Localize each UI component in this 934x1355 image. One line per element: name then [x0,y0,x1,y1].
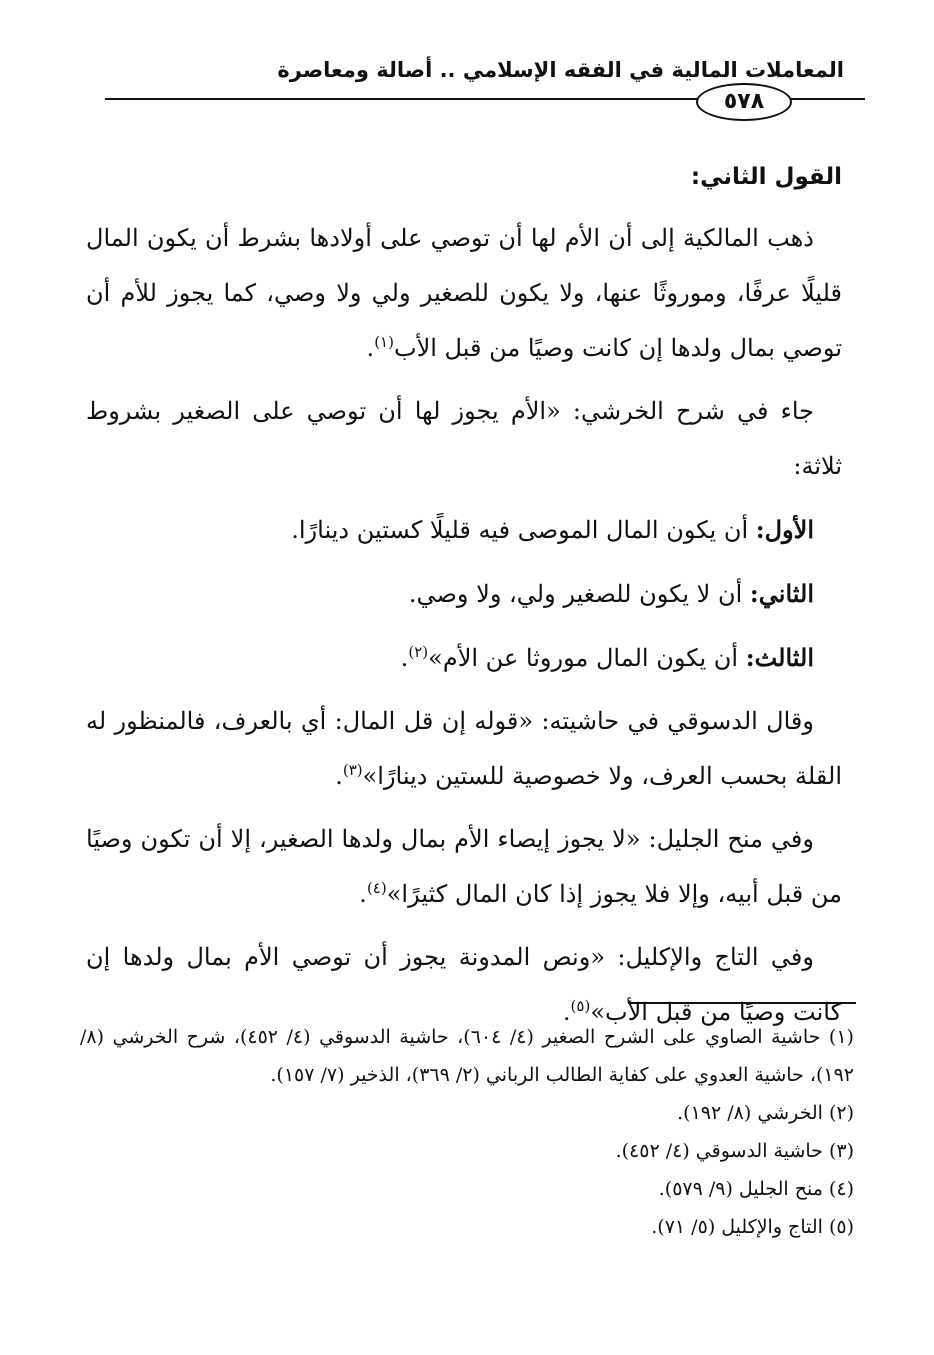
footnote-ref: (٤) [366,879,387,897]
footnotes [80,1018,854,1246]
footnote: (٤) منح الجليل (٩/ ٥٧٩). [658,1178,854,1200]
footnote: (٣) حاشية الدسوقي (٤/ ٤٥٢). [615,1140,854,1162]
footnote-ref: (١) [374,333,394,351]
paragraph [86,812,842,922]
paragraph [86,211,842,376]
punctuation: . [400,644,409,672]
paragraph-text: وفي منح الجليل: «لا يجوز إيصاء الأم بمال ولدها الصغير، إلا أن تكون وصيًا من قبل أبيه، وإلا فلا يجوز إذا كان المال كثيرًا» [86,825,842,908]
condition-label: الثاني: [749,579,814,608]
punctuation: . [335,762,343,790]
running-header: المعاملات المالية في الفقه الإسلامي .. أصالة ومعاصرة [277,58,844,82]
punctuation: . [359,880,367,908]
condition-item [86,566,842,622]
footnote: (٢) الخرشي (٨/ ١٩٢). [677,1102,854,1124]
condition-text: أن يكون المال موروثا عن الأم» [428,644,739,672]
footnote-ref: (٢) [408,643,429,661]
footnote-separator [628,1002,856,1004]
condition-label: الأول: [755,515,814,544]
footnote: (٥) التاج والإكليل (٥/ ٧١). [651,1216,854,1238]
paragraph-text: وقال الدسوقي في حاشيته: «قوله إن قل المال: أي بالعرف، فالمنظور له القلة بحسب العرف، ولا خصوصية للستين دينارًا» [86,707,842,790]
footnote-ref: (٣) [342,761,363,779]
main-text [86,150,842,1048]
paragraph: جاء في شرح الخرشي: «الأم يجوز لها أن توصي على الصغير بشروط ثلاثة: [86,397,842,480]
condition-label: الثالث: [745,643,814,672]
paragraph-text: وفي التاج والإكليل: «ونص المدونة يجوز أن توصي الأم بمال ولدها إن كانت وصيًا من قبل الأب» [86,943,842,1026]
condition-text: أن يكون المال الموصى فيه قليلًا كستين دينارًا. [291,516,749,544]
paragraph-text: ذهب المالكية إلى أن الأم لها أن توصي على أولادها بشرط أن يكون المال قليلًا عرفًا، وموروثًا عنها، ولا يكون للصغير ولي ولا وصي، كما يجوز للأم أن توصي بمال ولدها إن كانت وصيًا من قبل الأب [86,224,842,362]
footnote: (١) حاشية الصاوي على الشرح الصغير (٤/ ٦٠٤)، حاشية الدسوقي (٤/ ٤٥٢)، شرح الخرشي (٨/ ١٩٢)، حاشية العدوي على كفاية الطالب الرباني (٢/ ٣٦٩)، الذخير (٧/ ١٥٧). [80,1026,854,1086]
footnote-ref: (٥) [570,997,591,1015]
page-number: ٥٧٨ [696,83,792,121]
condition-text: أن لا يكون للصغير ولي، ولا وصي. [408,580,743,608]
paragraph [86,694,842,804]
punctuation: . [366,334,375,362]
section-heading: القول الثاني: [690,164,842,190]
condition-item [86,502,842,558]
punctuation: . [562,998,571,1026]
condition-item [86,630,842,686]
